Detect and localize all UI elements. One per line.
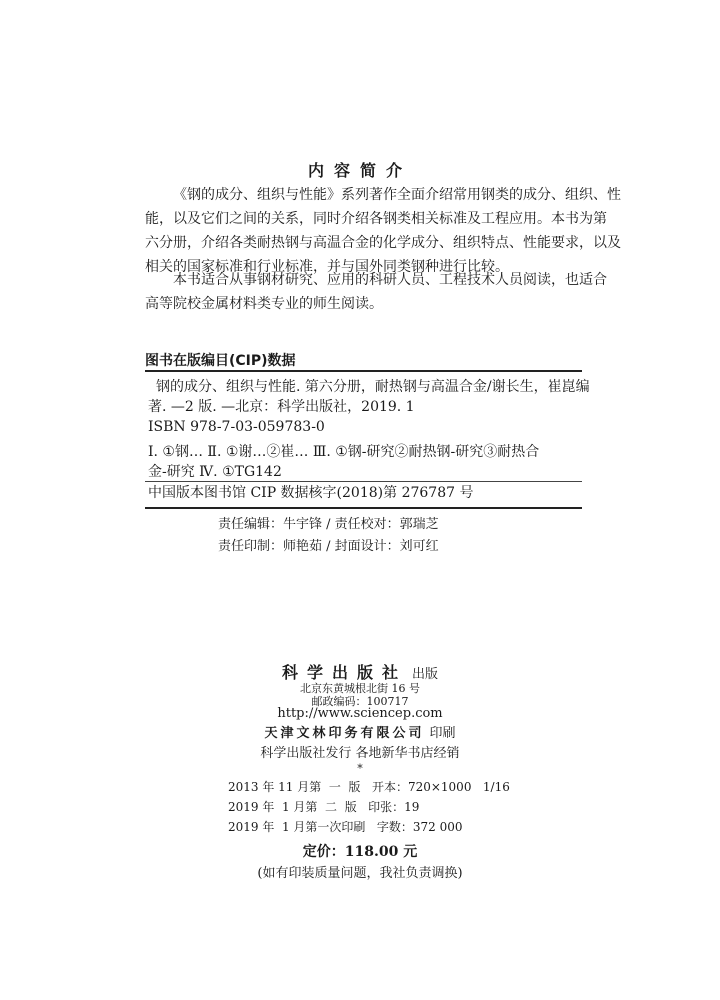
cip-top-rule	[145, 370, 582, 372]
summary-paragraph-2	[145, 268, 607, 316]
separator-asterisk: *	[357, 762, 363, 775]
summary-p1-line: 能，以及它们之间的关系，同时介绍各钢类相关标准及工程应用。本书为第	[145, 211, 607, 227]
cip-class-line: Ⅰ. ①钢… Ⅱ. ①谢…②崔… Ⅲ. ①钢-研究②耐热钢-研究③耐热合	[148, 444, 540, 460]
publisher-postcode: 邮政编码：100717	[311, 695, 409, 708]
staff-credits	[218, 514, 439, 558]
summary-p2-line: 本书适合从事钢材研究、应用的科研人员、工程技术人员阅读，也适合	[173, 272, 607, 288]
printer-logo: 天津文林印务有限公司	[264, 726, 425, 741]
staff-line-1: 责任编辑：牛宇锋 / 责任校对：郭瑞芝	[218, 517, 439, 532]
quality-note: (如有印装质量问题，我社负责调换)	[257, 866, 463, 881]
cip-middle-rule	[145, 481, 582, 482]
cip-verification: 中国版本图书馆 CIP 数据核字(2018)第 276787 号	[148, 485, 474, 501]
summary-p1-line: 《钢的成分、组织与性能》系列著作全面介绍常用钢类的成分、组织、性	[173, 187, 621, 203]
publisher-address: 北京东黄城根北街 16 号	[300, 682, 420, 695]
cip-entry-line: 著. —2 版. —北京：科学出版社，2019. 1	[148, 399, 415, 415]
cip-entry	[148, 377, 590, 437]
summary-p1-line: 相关的国家标准和行业标准，并与国外同类钢种进行比较。	[145, 259, 509, 275]
price: 定价：118.00 元	[302, 844, 418, 860]
summary-paragraph-1	[145, 183, 621, 279]
cip-entry-line: 钢的成分、组织与性能. 第六分册，耐热钢与高温合金/谢长生，崔崑编	[156, 379, 590, 395]
edition-line: 2019 年 1 月第 二 版 印张：19	[228, 800, 420, 814]
cip-classification	[148, 442, 582, 482]
cip-class-line: 金-研究 Ⅳ. ①TG142	[148, 464, 282, 480]
publisher-url: http://www.sciencep.com	[277, 706, 443, 721]
summary-p2-line: 高等院校金属材料类专业的师生阅读。	[145, 296, 383, 312]
publisher-logo: 科学出版社	[281, 663, 407, 682]
publisher-suffix: 出版	[412, 667, 439, 682]
printer-line	[0, 722, 720, 741]
cip-entry-line: ISBN 978-7-03-059783-0	[148, 419, 325, 435]
staff-line-2: 责任印制：师艳茹 / 封面设计：刘可红	[218, 539, 439, 554]
summary-title: 内容简介	[307, 161, 412, 180]
distribution-line: 科学出版社发行 各地新华书店经销	[260, 746, 460, 761]
edition-line: 2013 年 11 月第 一 版 开本：720×1000 1/16	[228, 780, 510, 794]
cip-bottom-rule	[145, 507, 582, 509]
edition-line: 2019 年 1 月第一次印刷 字数：372 000	[228, 820, 463, 834]
edition-block	[228, 777, 510, 837]
summary-p1-line: 六分册，介绍各类耐热钢与高温合金的化学成分、组织特点、性能要求，以及	[145, 235, 621, 251]
cip-heading: 图书在版编目(CIP)数据	[145, 353, 296, 369]
printer-suffix: 印刷	[429, 726, 456, 741]
